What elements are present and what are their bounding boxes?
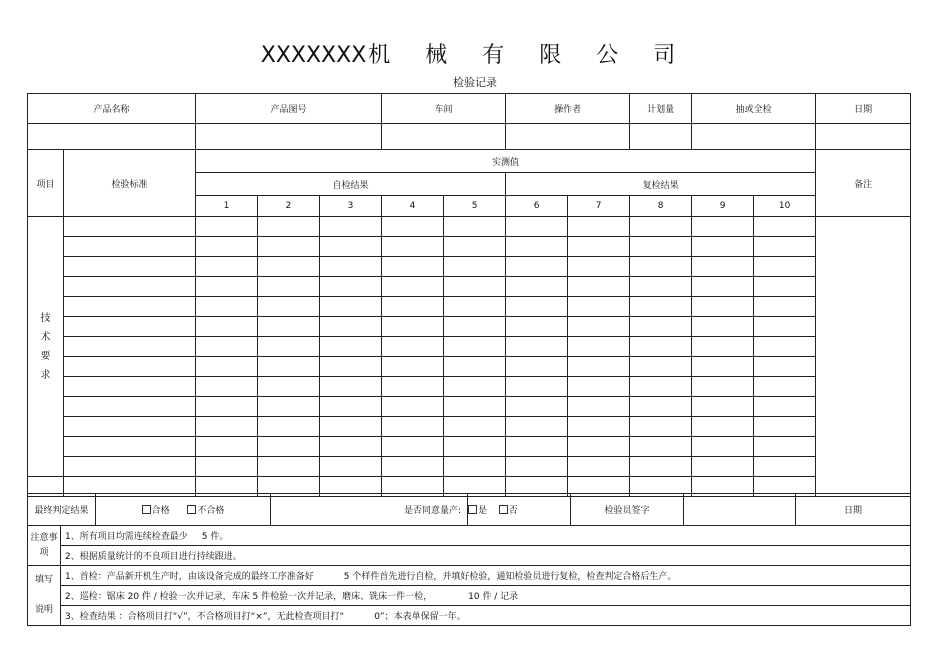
- note-item: 2、根据质量统计的不良项目进行持续跟进。: [61, 546, 911, 566]
- workshop-header: 车间: [382, 94, 506, 124]
- inspection-record-table: [27, 93, 911, 497]
- remarks-field[interactable]: [816, 217, 911, 497]
- product-name-header: 产品名称: [28, 94, 196, 124]
- date-field[interactable]: [816, 124, 911, 150]
- no-checkbox[interactable]: 否: [499, 506, 518, 516]
- measured-value-header: 实测值: [196, 150, 816, 173]
- info-value-row: [28, 124, 911, 150]
- company-prefix: XXXXXXX: [260, 43, 367, 68]
- inspector-sign-label: 检验员签字: [571, 494, 684, 526]
- column-number: 8: [630, 196, 692, 217]
- plan-quantity-field[interactable]: [630, 124, 692, 150]
- operator-header: 操作者: [506, 94, 630, 124]
- product-name-field[interactable]: [28, 124, 196, 150]
- drawing-number-header: 产品图号: [196, 94, 382, 124]
- table-row: [28, 297, 911, 317]
- judgement-date-label: 日期: [796, 494, 911, 526]
- notes-row: [28, 526, 911, 546]
- column-number: 10: [754, 196, 816, 217]
- column-number: 7: [568, 196, 630, 217]
- measured-header-row: [28, 150, 911, 173]
- table-row: [28, 417, 911, 437]
- standard-header: 检验标准: [64, 150, 196, 217]
- table-row: [28, 337, 911, 357]
- tech-requirements-label: 技 术 要 求: [28, 217, 64, 477]
- table-row: [28, 317, 911, 337]
- instruction-item: 3、检查结果 ：合格项目打“√”，不合格项目打“×”，无此检查项目打“ 0”；本表单保留一年。: [61, 606, 911, 626]
- drawing-number-field[interactable]: [196, 124, 382, 150]
- date-header: 日期: [816, 94, 911, 124]
- notes-label: 注意事 项: [28, 526, 61, 566]
- info-header-row: [28, 94, 911, 124]
- self-check-header: 自检结果: [196, 173, 506, 196]
- company-name: 机 械 有 限 公 司: [368, 43, 690, 68]
- column-number: 2: [258, 196, 320, 217]
- instructions-row: [28, 566, 911, 586]
- table-row: [28, 217, 911, 237]
- pass-fail-options: [96, 494, 271, 526]
- column-number: 5: [444, 196, 506, 217]
- judgement-and-notes-table: [27, 493, 911, 626]
- recheck-header: 复检结果: [506, 173, 816, 196]
- yes-checkbox[interactable]: 是: [468, 506, 487, 516]
- table-row: [28, 237, 911, 257]
- inspector-sign-field[interactable]: [684, 494, 796, 526]
- table-row: [28, 397, 911, 417]
- item-header: 项目: [28, 150, 64, 217]
- table-row: [28, 457, 911, 477]
- instructions-row: [28, 606, 911, 626]
- table-row: [28, 437, 911, 457]
- final-judgement-row: [28, 494, 911, 526]
- sampling-header: 抽或全检: [692, 94, 816, 124]
- notes-row: [28, 546, 911, 566]
- column-number: 3: [320, 196, 382, 217]
- fail-checkbox[interactable]: 不合格: [187, 506, 224, 516]
- column-number: 6: [506, 196, 568, 217]
- plan-quantity-header: 计划量: [630, 94, 692, 124]
- yes-no-options: [468, 494, 571, 526]
- table-row: [28, 377, 911, 397]
- table-row: [28, 257, 911, 277]
- form-title: 检验记录: [453, 76, 497, 89]
- column-number: 4: [382, 196, 444, 217]
- column-number: 1: [196, 196, 258, 217]
- operator-field[interactable]: [506, 124, 630, 150]
- remarks-header: 备注: [816, 150, 911, 217]
- instruction-item: 1、首检：产品新开机生产时，由该设备完成的最终工序准备好 5 个样件首先进行自检，并填好检验，通知检验员进行复检，检查判定合格后生产。: [61, 566, 911, 586]
- workshop-field[interactable]: [382, 124, 506, 150]
- instructions-row: [28, 586, 911, 606]
- final-result-label: 最终判定结果: [28, 494, 96, 526]
- mass-production-label: 是否同意量产:: [271, 494, 468, 526]
- column-number: 9: [692, 196, 754, 217]
- instruction-item: 2、巡检：锯床 20 件 / 检验一次并记录，车床 5 件检验一次并记录，磨床、铣床一件一检， 10 件 / 记录: [61, 586, 911, 606]
- table-row: [28, 357, 911, 377]
- sampling-field[interactable]: [692, 124, 816, 150]
- company-title: [0, 38, 950, 69]
- note-item: 1、所有项目均需连续检查最少 5 件。: [61, 526, 911, 546]
- table-row: [28, 277, 911, 297]
- instructions-label: 填写 说明: [28, 566, 61, 626]
- pass-checkbox[interactable]: 合格: [142, 506, 170, 516]
